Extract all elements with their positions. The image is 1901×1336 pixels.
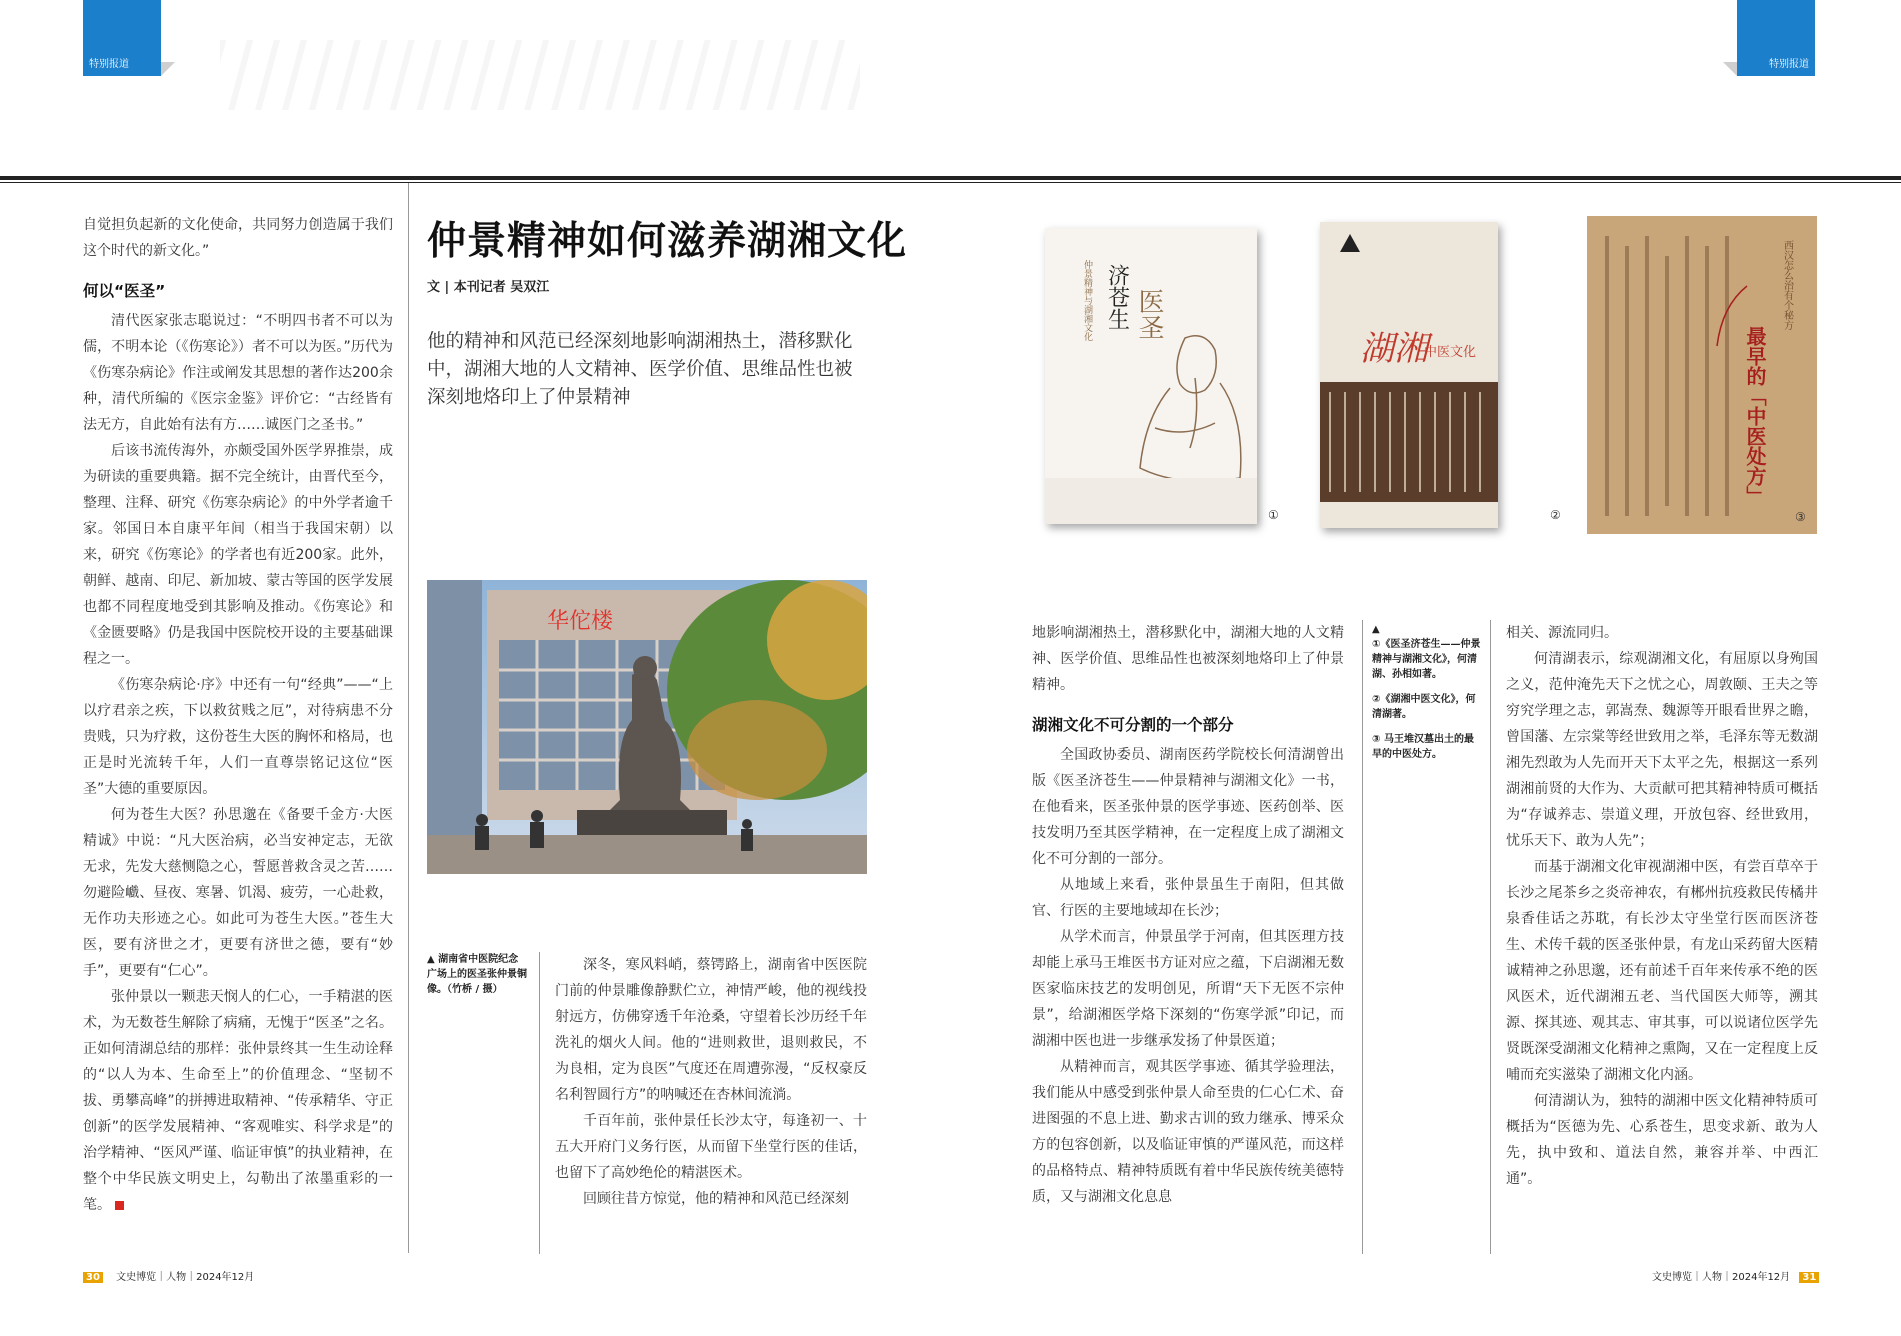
paragraph: 相关、源流同归。 (1506, 625, 1618, 641)
paragraph: 《伤寒杂病论·序》中还有一句“经典”——“上以疗君亲之疾，下以救贫贱之厄”，对待病患不分贵贱，只为疗救，这份苍生大医的胸怀和格局，也正是时光流转千年，人们一直尊崇铭记这位“医圣”大德的重要原因。 (83, 677, 393, 797)
column-divider (408, 183, 409, 1253)
statue-photo-illustration (427, 580, 867, 874)
tag-fold-left (161, 62, 175, 76)
svg-text:医圣: 医圣 (1134, 288, 1164, 340)
header-watermark (220, 40, 860, 110)
section-tag-right: 特别报道 (1737, 0, 1815, 76)
manuscript-image (1587, 216, 1817, 534)
paragraph: 后该书流传海外，亦颇受国外医学界推崇，成为研读的重要典籍。据不完全统计，由晋代至今，整理、注释、研究《伤寒杂病论》的中外学者逾千家。邻国日本自康平年间（相当于我国宋朝）以来，研究《伤寒论》的学者也有近200家。此外，朝鲜、越南、印尼、新加坡、蒙古等国的医学发展也都不同程度地受到其影响及推动。《伤寒论》和《金匮要略》仍是我国中医院校开设的主要基础课程之一。 (83, 443, 393, 667)
svg-text:济苍生: 济苍生 (1104, 264, 1130, 330)
svg-text:华佗楼: 华佗楼 (547, 609, 614, 634)
byline: 文 | 本刊记者 吴双江 (427, 280, 550, 295)
column-divider (1362, 620, 1363, 1254)
header-rule-thin (0, 182, 1901, 183)
paragraph: 何清湖认为，独特的湖湘中医文化精神特质可概括为“医德为先、心系苍生，思变求新、敢为人先，执中致和、道法自然，兼容并举、中西汇通”。 (1506, 1093, 1818, 1187)
end-mark (115, 1201, 124, 1210)
book-number-1: ① (1268, 508, 1279, 522)
column-2 (555, 952, 867, 1212)
paragraph: 清代医家张志聪说过：“不明四书者不可以为儒，不明本论（《伤寒论》）者不可以为医。”历代为《伤寒杂病论》作注或阐发其思想的著作达200余种，清代所编的《医宗金鉴》评价它：“古经皆有法无方，自此始有法有方……诚医门之圣书。” (83, 313, 393, 433)
page-number-right: 31 (1799, 1272, 1819, 1283)
book-cover-1-art (1045, 228, 1257, 524)
manuscript-art (1587, 216, 1817, 534)
photo-caption: ▲ 湖南省中医院纪念广场上的医圣张仲景铜像。（竹桥 / 摄） (427, 954, 527, 995)
page-number-left: 30 (83, 1272, 103, 1283)
book-number-2: ② (1550, 508, 1561, 522)
svg-text:湖湘: 湖湘 (1360, 329, 1428, 369)
article-title: 仲景精神如何滋养湖湘文化 (427, 219, 908, 264)
svg-text:最早的「中医处方」: 最早的「中医处方」 (1743, 326, 1767, 506)
column-3 (1032, 620, 1344, 1210)
header-rule (0, 176, 1901, 180)
section-heading: 湖湘文化不可分割的一个部分 (1032, 716, 1234, 734)
paragraph: 而基于湖湘文化审视湖湘中医，有尝百草卒于长沙之尾茶乡之炎帝神农，有郴州抗疫救民传橘井泉香佳话之苏耽，有长沙太守坐堂行医而医济苍生、术传千载的医圣张仲景，有龙山采药留大医精诚精神之孙思邈，还有前述千百年来传承不绝的医风医术，近代湖湘五老、当代国医大师等，溯其源、探其迹、观其志、审其事，可以说诸位医学先贤既深受湖湘文化精神之熏陶，又在一定程度上反哺而充实滋染了湖湘文化内涵。 (1506, 859, 1818, 1083)
footer-left-text: 文史博览｜人物｜2024年12月 (116, 1272, 255, 1283)
footer-right (1652, 1268, 1819, 1283)
book-caption-arrow: ▲ (1372, 624, 1380, 635)
book-caption-1: ①《医圣济苍生——仲景精神与湖湘文化》，何清湖、孙相如著。 (1372, 639, 1481, 680)
statue-photo (427, 580, 867, 874)
paragraph: 回顾往昔方惊觉，他的精神和风范已经深刻 (583, 1191, 849, 1207)
svg-text:仲景精神与湖湘文化: 仲景精神与湖湘文化 (1082, 260, 1092, 341)
paragraph: 全国政协委员、湖南医药学院校长何清湖曾出版《医圣济苍生——仲景精神与湖湘文化》一书，在他看来，医圣张仲景的医学事迹、医药创举、医技发明乃至其医学精神，在一定程度上成了湖湘文化不可分割的一部分。 (1032, 747, 1344, 867)
paragraph: 自觉担负起新的文化使命，共同努力创造属于我们这个时代的新文化。” (83, 217, 393, 259)
paragraph: 何为苍生大医？孙思邈在《备要千金方·大医精诚》中说：“凡大医治病，必当安神定志，无欲无求，先发大慈恻隐之心，誓愿普救含灵之苦……勿避险巇、昼夜、寒暑、饥渴、疲劳，一心赴救，无作功夫形迹之心。如此可为苍生大医。”苍生大医，要有济世之才，更要有济世之德，要有“妙手”，更要有“仁心”。 (83, 807, 393, 979)
column-1 (83, 212, 393, 1218)
column-4 (1506, 620, 1818, 1192)
column-divider (1490, 620, 1491, 1254)
paragraph: 地影响湖湘热土，潜移默化中，湖湘大地的人文精神、医学价值、思维品性也被深刻地烙印上了仲景精神。 (1032, 625, 1344, 693)
building-sign (547, 609, 614, 634)
tag-fold-right (1723, 62, 1737, 76)
column-divider (539, 952, 540, 1254)
paragraph: 深冬，寒风料峭，蔡锷路上，湖南省中医医院门前的仲景雕像静默伫立，神情严峻，他的视线投射远方，仿佛穿透千年沧桑，守望着长沙历经千年洗礼的烟火人间。他的“进则救世，退则救民，不为良相，定为良医”气度还在周遭弥漫，“反权豪反名利智圆行方”的呐喊还在杏林间流淌。 (555, 957, 867, 1103)
svg-text:西汉怎么治有个秘方: 西汉怎么治有个秘方 (1781, 240, 1793, 330)
footer-left (83, 1268, 254, 1283)
paragraph: 张仲景以一颗悲天悯人的仁心，一手精湛的医术，为无数苍生解除了病痛，无愧于“医圣”之名。正如何清湖总结的那样：张仲景终其一生生动诠释的“以人为本、生命至上”的价值理念、“坚韧不拔、勇攀高峰”的拼搏进取精神、“传承精华、守正创新”的医学发展精神、“客观唯实、科学求是”的治学精神、“医风严谨、临证审慎”的执业精神，在整个中华民族文明史上，勾勒出了浓墨重彩的一笔。 (83, 989, 393, 1213)
book-caption-2: ②《湖湘中医文化》，何清湖著。 (1372, 694, 1476, 720)
section-tag-left: 特别报道 (83, 0, 161, 76)
book-captions (1372, 622, 1482, 762)
section-heading: 何以“医圣” (83, 282, 166, 300)
lead-text: 他的精神和风范已经深刻地影响湖湘热土，潜移默化中，湖湘大地的人文精神、医学价值、思维品性也被深刻地烙印上了仲景精神 (427, 331, 853, 408)
book-caption-3: ③ 马王堆汉墓出土的最早的中医处方。 (1372, 734, 1474, 760)
book-number-3: ③ (1795, 510, 1806, 524)
paragraph: 从学术而言，仲景虽学于河南，但其医理方技却能上承马王堆医书方证对应之蕴，下启湖湘无数医家临床技艺的发明创见，所谓“天下无医不宗仲景”，给湖湘医学烙下深刻的“伤寒学派”印记，而湖湘中医也进一步继承发扬了仲景医道； (1032, 929, 1344, 1049)
paragraph: 千百年前，张仲景任长沙太守，每逢初一、十五大开府门义务行医，从而留下坐堂行医的佳话，也留下了高妙绝伦的精湛医术。 (555, 1113, 867, 1181)
footer-right-text: 文史博览｜人物｜2024年12月 (1652, 1272, 1791, 1283)
paragraph: 何清湖表示，综观湖湘文化，有屈原以身殉国之义，范仲淹先天下之忧之心，周敦颐、王夫之等穷究学理之志，郭嵩焘、魏源等开眼看世界之瞻，曾国藩、左宗棠等经世致用之举，毛泽东等无数湖湘先烈敢为人先而开天下太平之先，根据这一系列湖湘前贤的大作为、大贡献可把其精神特质可概括为“存诚养志、崇道义理，开放包容、经世致用，忧乐天下、敢为人先”； (1506, 651, 1818, 849)
book-cover-2-art (1320, 222, 1498, 528)
paragraph: 从精神而言，观其医学事迹、循其学验理法，我们能从中感受到张仲景人命至贵的仁心仁术、奋进图强的不息上进、勤求古训的致力继承、博采众方的包容创新，以及临证审慎的严谨风范，而这样的品格特点、精神特质既有着中华民族传统美德特质，又与湖湘文化息息 (1032, 1059, 1344, 1205)
paragraph: 从地域上来看，张仲景虽生于南阳，但其做官、行医的主要地域却在长沙； (1032, 877, 1344, 919)
book-cover-2 (1320, 222, 1498, 528)
svg-text:中医文化: 中医文化 (1424, 345, 1477, 360)
book-cover-1 (1045, 228, 1257, 524)
